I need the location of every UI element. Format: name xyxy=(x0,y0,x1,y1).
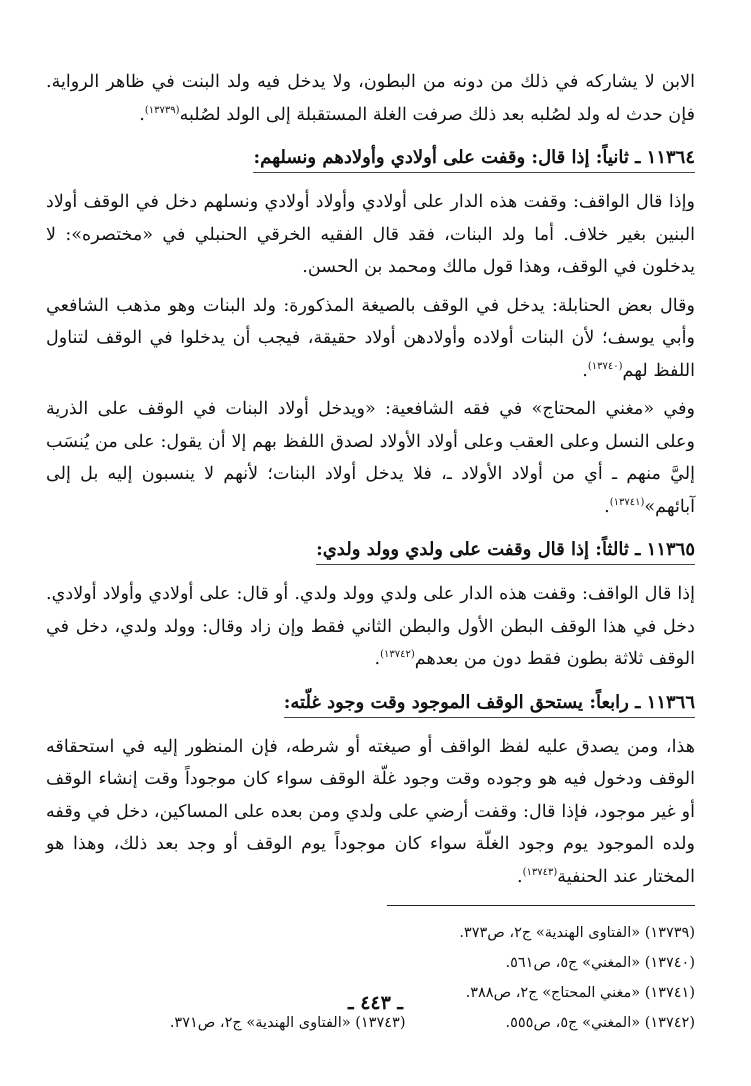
footnote-ref: (١٣٧٣٩) xyxy=(144,104,180,116)
footnote-13742: (١٣٧٤٢) «المغني» ج٥، ص٥٥٥. xyxy=(505,1015,695,1031)
footnotes xyxy=(46,918,695,1038)
footnote-ref: (١٣٧٤٣) xyxy=(522,866,558,878)
footnote-13739: (١٣٧٣٩) «الفتاوى الهندية» ج٢، ص٣٧٣. xyxy=(459,925,695,941)
paragraph-ghalla: هذا، ومن يصدق عليه لفظ الواقف أو صيغته أو شرطه، فإن المنظور إليه في استحقاقه الوقف ودخول فيه هو وجوده وقت وجود غلّة الوقف سواء كان موجوداً وقت إنشاء الوقف أو غير موجود، فإذا قال: وقفت أرضي على ولدي ومن بعده على المساكين، دخل في وقفه ولده الموجود يوم وجود الغلّة سواء كان موجوداً يوم الوقف أو وجد بعد ذلك، وهذا هو المختار عند الحنفية$^{(١٣٧٤٣)}$. xyxy=(46,736,695,887)
footnote-13741: (١٣٧٤١) «مغني المحتاج» ج٢، ص٣٨٨. xyxy=(465,985,695,1001)
footnote-ref: (١٣٧٤٢) xyxy=(380,649,415,661)
paragraph-continuation: الابن لا يشاركه في ذلك من دونه من البطون، ولا يدخل فيه ولد البنت في ظاهر الرواية. فإن حدث له ولد لصُلبه بعد ذلك صرفت الغلة المستقبلة إلى الولد لصُلبه$^{(١٣٧٣٩)}$. xyxy=(46,72,695,125)
footnote-separator xyxy=(387,905,695,906)
footnote-13743: (١٣٧٤٣) «الفتاوى الهندية» ج٢، ص٣٧١. xyxy=(169,1015,406,1031)
section-heading-11364: ١١٣٦٤ ـ ثانياً: إذا قال: وقفت على أولادي وأولادهم ونسلهم: xyxy=(46,141,695,180)
footnote-ref: (١٣٧٤١) xyxy=(609,496,645,508)
section-heading-11365: ١١٣٦٥ ـ ثالثاً: إذا قال وقفت على ولدي وولد ولدي: xyxy=(46,533,695,572)
page-number: ـ ٤٤٣ ـ xyxy=(348,992,403,1014)
paragraph-hanabila: وقال بعض الحنابلة: يدخل في الوقف بالصيغة المذكورة: ولد البنات وهو مذهب الشافعي وأبي يوسف؛ لأن البنات أولاده وأولادهن أولاد حقيقة، فيجب أن يدخلوا في الوقف لتناول اللفظ لهم$^{(١٣٧٤٠)}$. xyxy=(46,295,695,381)
section-heading-11366: ١١٣٦٦ ـ رابعاً: يستحق الوقف الموجود وقت وجود غلّته: xyxy=(46,686,695,725)
paragraph-waqif-children: وإذا قال الواقف: وقفت هذه الدار على أولادي وأولاد أولادي ونسلهم دخل في الوقف أولاد البنين بغير خلاف. أما ولد البنات، فقد قال الفقيه الخرقي الحنبلي في «مختصره»: لا يدخلون في الوقف، وهذا قول مالك ومحمد بن الحسن. xyxy=(46,192,695,277)
footnote-13740: (١٣٧٤٠) «المغني» ج٥، ص٥٦١. xyxy=(505,955,695,971)
footnote-ref: (١٣٧٤٠) xyxy=(587,360,623,372)
paragraph-walad-walad: إذا قال الواقف: وقفت هذه الدار على ولدي وولد ولدي. أو قال: على أولادي وأولاد أولادي. دخل في هذا الوقف البطن الأول والبطن الثاني فقط وإن زاد وقال: وولد ولدي، دخل في الوقف ثلاثة بطون فقط دون من بعدهم$^{(١٣٧٤٢)}$. xyxy=(46,584,695,669)
paragraph-mughni-muhtaj: وفي «مغني المحتاج» في فقه الشافعية: «ويدخل أولاد البنات في الوقف على الذرية وعلى النسل وعلى العقب وعلى أولاد الأولاد لصدق اللفظ بهم إلا أن يقول: على من يُنسَب إليَّ منهم ـ أي من أولاد الأولاد ـ، فلا يدخل أولاد البنات؛ لأنهم لا ينسبون إليه بل إلى آبائهم»$^{(١٣٧٤١)}$. xyxy=(46,399,695,517)
